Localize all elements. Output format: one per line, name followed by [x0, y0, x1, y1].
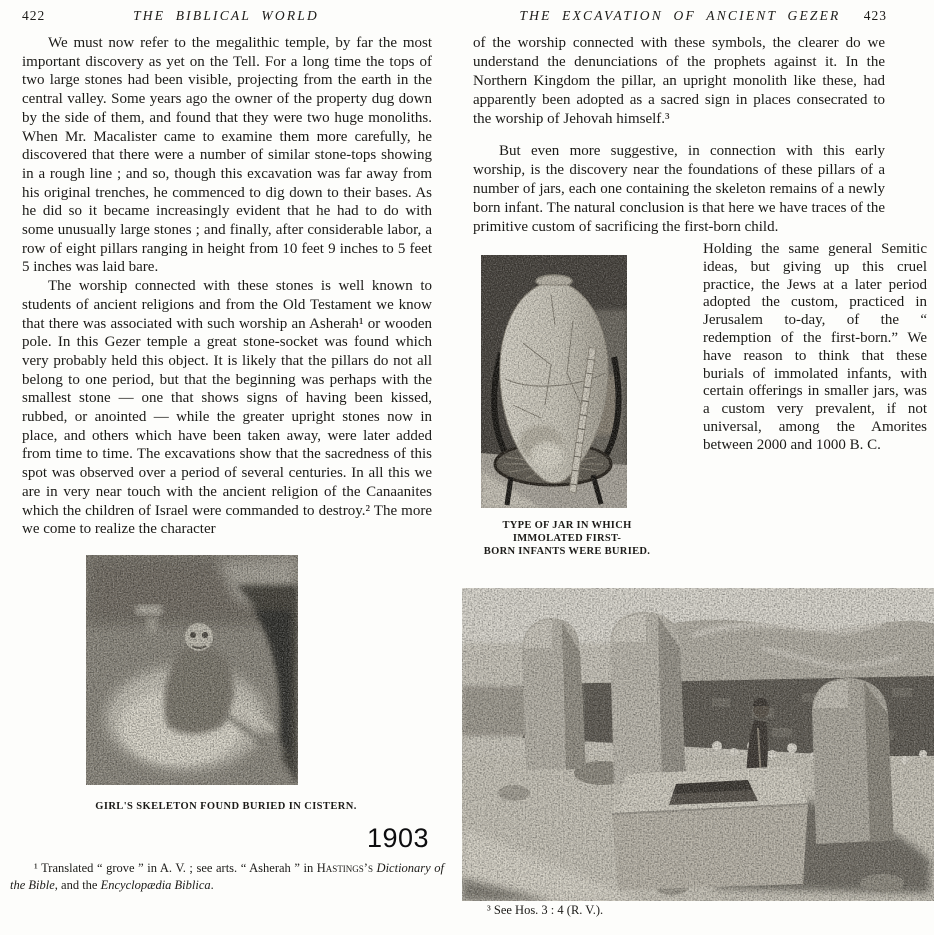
paragraph-worship-stones: The worship connected with these stones is well known to students of ancient religions and from the Old Testament we know that there was associated with such worship an Asherah¹ or wooden pole. In this Gezer temple a great stone-socket was found which very probably held this object. It is likely that the pillars do not all belong to one period, but that the beginning was perhaps with the smallest stone — one that shows signs of having been kissed, rubbed, or anointed — while the greater upright stones now in place, and others which have been taken away, were later added from time to time. The excavations show that the sacredness of this spot was observed over a period of several centuries. In all this we are in very near touch with the ancient religion of the Canaanites which the children of Israel were commanded to destroy.² The more we come to realize the character [22, 278, 432, 538]
footnote-asherah [10, 860, 444, 894]
jar-figure [473, 240, 663, 558]
jar-photo-caption [473, 519, 661, 558]
paragraph-prophets: of the worship connected with these symbols, the clearer do we understand the denunciations of the prophets against it. In the Northern Kingdom the pillar, an upright monolith like these, had apparently been adopted as a sacred sign in places consecrated to the worship of Jehovah himself.³ [473, 35, 885, 127]
footnote-text-mid: , and the [54, 878, 101, 892]
jar-caption-line2: BORN INFANTS WERE BURIED. [483, 546, 651, 557]
footnote-book-2: Encyclopædia Biblica [100, 878, 211, 892]
page-number-left: 422 [22, 8, 46, 23]
running-head-right [473, 8, 887, 28]
year-stamp: 1903 [367, 823, 430, 853]
left-text-column [22, 34, 432, 539]
page-right [467, 0, 934, 935]
footnote-text: ¹ Translated “ grove ” in A. V. ; see arts. “ Asherah ” in [34, 861, 317, 875]
skeleton-photo [86, 555, 298, 785]
jar-photo [481, 255, 627, 508]
paragraph-redemption: Holding the same general Semitic ideas, but giving up this cruel practice, the Jews at a later period adopted the custom, practiced in Jerusalem to-day, of the “ redemption of the first-born.” We have reason to think that these burials of immolated infants, with certain offerings in smaller jars, was a custom very prevalent, if not universal, among the Amorites between 2000 and 1000 B. C. [703, 241, 927, 453]
paragraph-megalithic-temple: We must now refer to the megalithic temple, by far the most important discovery as yet on the Tell. For a long time the tops of two large stones had been visible, projecting from the earth in the central valley. Some years ago the owner of the property dug down by the side of them, and found that they were two huge monoliths. When Mr. Macalister came to examine them more carefully, he discovered that there were a number of similar stone-tops showing in a rough line ; and so, though this excavation was far away from his original trenches, he commenced to dig down to their bases. As he did so it became increasingly evident that he had to do with some unusually large stones ; and finally, after considerable labor, a row of eight pillars ranging in height from 10 feet 9 inches to 5 feet 5 inches was laid bare. [22, 35, 432, 276]
jar-section [473, 240, 927, 558]
pillars-photo [462, 588, 934, 901]
right-text-column [473, 34, 885, 237]
footnote-book-1: Dictionary of the Bible [10, 861, 444, 892]
running-head-left [22, 8, 430, 28]
paragraph-jar-discovery: But even more suggestive, in connection with this early worship, is the discovery near the foundations of these pillars of a number of jars, each one containing the skeleton remains of a newly born infant. The natural conclusion is that here we have traces of the primitive custom of sacrificing the first-born child. [473, 143, 885, 235]
skeleton-photo-caption: GIRL'S SKELETON FOUND BURIED IN CISTERN. [95, 801, 357, 812]
footnote-hosea: ³ See Hos. 3 : 4 (R. V.). [487, 903, 604, 917]
footnote-author: Hastings’s [316, 861, 377, 875]
wrap-text-column [703, 240, 927, 455]
page-number-right: 423 [863, 8, 887, 23]
footnote-text-end: . [210, 878, 214, 892]
running-title-left: THE BIBLICAL WORLD [133, 8, 319, 23]
running-title-right: THE EXCAVATION OF ANCIENT GEZER [519, 8, 841, 23]
jar-caption-line1: TYPE OF JAR IN WHICH IMMOLATED FIRST- [502, 520, 632, 544]
jar-photo-box [481, 255, 663, 508]
